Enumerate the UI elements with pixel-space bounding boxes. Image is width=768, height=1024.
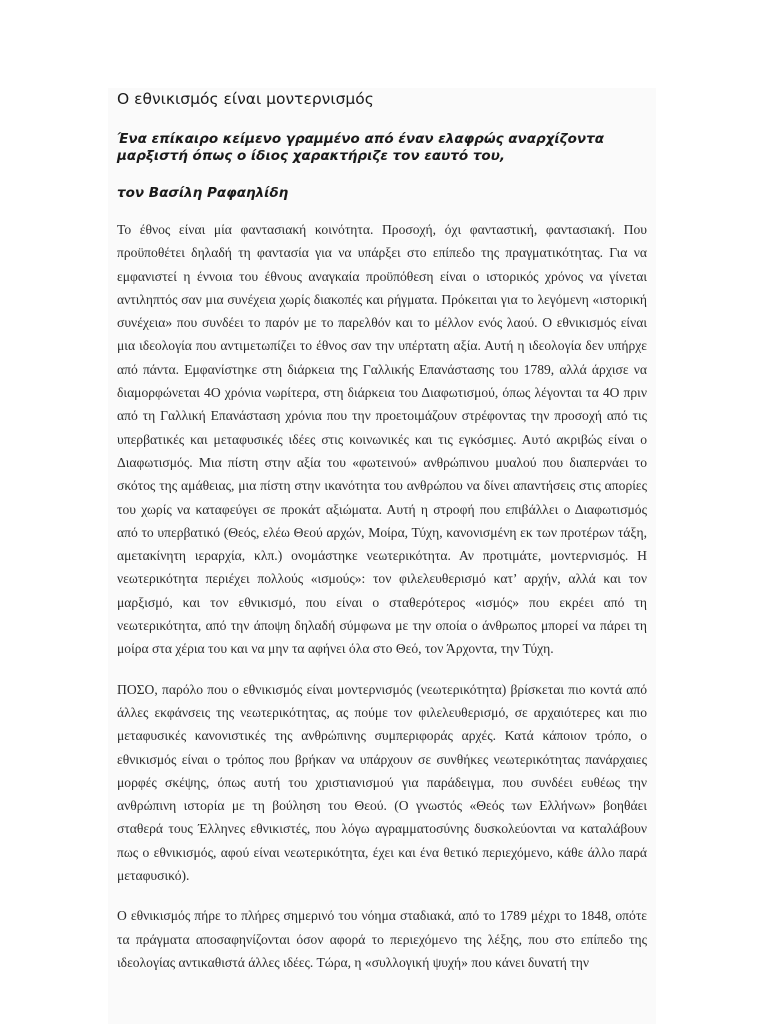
document-content (117, 90, 647, 991)
document-subtitle: Ένα επίκαιρο κείμενο γραμμένο από έναν ελαφρώς αναρχίζοντα μαρξιστή όπως ο ίδιος χαρακτήριζε τον εαυτό του, (117, 131, 604, 164)
document-title: Ο εθνικισμός είναι μοντερνισμός (117, 90, 374, 108)
paragraph: Ο εθνικισμός πήρε το πλήρες σημερινό του νόημα σταδιακά, από το 1789 μέχρι το 1848, οπότε τα πράγματα αποσαφηνίζονται όσον αφορά το περιεχόμενο της λέξης, που στο επίπεδο της ιδεολογίας αντικαθιστά άλλες ιδέες. Τώρα, η «συλλογική ψυχή» που κάνει δυνατή την (117, 908, 647, 970)
document-author: τον Βασίλη Ραφαηλίδη (117, 185, 289, 201)
paragraph: ΠΟΣΟ, παρόλο που ο εθνικισμός είναι μοντερνισμός (νεωτερικότητα) βρίσκεται πιο κοντά από άλλες εκφάνσεις της νεωτερικότητας, ας πούμε τον φιλελευθερισμό, σε αρχαιότερες και πιο μεταφυσικές κανονιστικές της ανθρώπινης συμπεριφοράς αρχές. Κατά κάποιον τρόπο, ο εθνικισμός είναι ο τρόπος που βρήκαν να υπάρχουν σε συνθήκες νεωτερικότητας πανάρχαιες μορφές σκέψης, όπως αυτή του χριστιανισμού για παράδειγμα, που συνδέει ευθέως την ανθρώπινη ιστορία με τη βούληση του Θεού. (Ο γνωστός «Θεός των Ελλήνων» βοηθάει σταθερά τους Έλληνες εθνικιστές, που λόγω αγραμματοσύνης δυσκολεύονται να καταλάβουν πως ο εθνικισμός, αφού είναι νεωτερικότητα, έχει και ένα θετικό περιεχόμενο, κάθε άλλο παρά μεταφυσικό). (117, 681, 647, 884)
paragraph: Το έθνος είναι μία φαντασιακή κοινότητα. Προσοχή, όχι φανταστική, φαντασιακή. Που προϋποθέτει δηλαδή τη φαντασία για να υπάρξει στο επίπεδο της πραγματικότητας. Για να εμφανιστεί η έννοια του έθνους αναγκαία προϋπόθεση είναι ο ιστορικός χρόνος να γίνεται αντιληπτός σαν μια συνέχεια χωρίς διακοπές και ρήγματα. Πρόκειται για το λεγόμενη «ιστορική συνέχεια» που συνδέει το παρόν με το παρελθόν και το μέλλον ενός λαού. Ο εθνικισμός είναι μια ιδεολογία που αντιμετωπίζει το έθνος σαν την υπέρτατη αξία. Αυτή η ιδεολογία δεν υπήρχε από πάντα. Εμφανίστηκε στη διάρκεια της Γαλλικής Επανάστασης του 1789, αλλά άρχισε να διαμορφώνεται 4Ο χρόνια νωρίτερα, στη διάρκεια του Διαφωτισμού, όπως λέγονται τα 4Ο πριν από τη Γαλλική Επανάσταση χρόνια που την προετοιμάζουν στρέφοντας την προσοχή από τις υπερβατικές και μεταφυσικές ιδέες στις κοινωνικές και τις εγκόσμιες. Αυτό ακριβώς είναι ο Διαφωτισμός. Μια πίστη στην αξία του «φωτεινού» ανθρώπινου μυαλού που διαπερνάει το σκότος της αμάθειας, μια πίστη στην ικανότητα του ανθρώπου να δίνει απαντήσεις στις απορίες του χωρίς να καταφεύγει σε προκάτ αξιώματα. Αυτή η στροφή που επιβάλλει ο Διαφωτισμός από το υπερβατικό (Θεός, ελέω Θεού αρχών, Μοίρα, Τύχη, κανονισμένη εκ των προτέρων τάξη, αμετακίνητη ιεραρχία, κλπ.) ονομάστηκε νεωτερικότητα. Αν προτιμάτε, μοντερνισμός. Η νεωτερικότητα περιέχει πολλούς «ισμούς»: τον φιλελευθερισμό κατ’ αρχήν, αλλά και τον μαρξισμό, και τον εθνικισμό, που είναι ο σταθερότερος «ισμός» που εκρέει από τη νεωτερικότητα, από την άποψη δηλαδή σύμφωνα με την οποία ο άνθρωπος μπορεί να πάρει τη μοίρα στα χέρια του και να μην τα αφήνει όλα στο Θεό, τον Άρχοντα, την Τύχη. (117, 222, 647, 657)
